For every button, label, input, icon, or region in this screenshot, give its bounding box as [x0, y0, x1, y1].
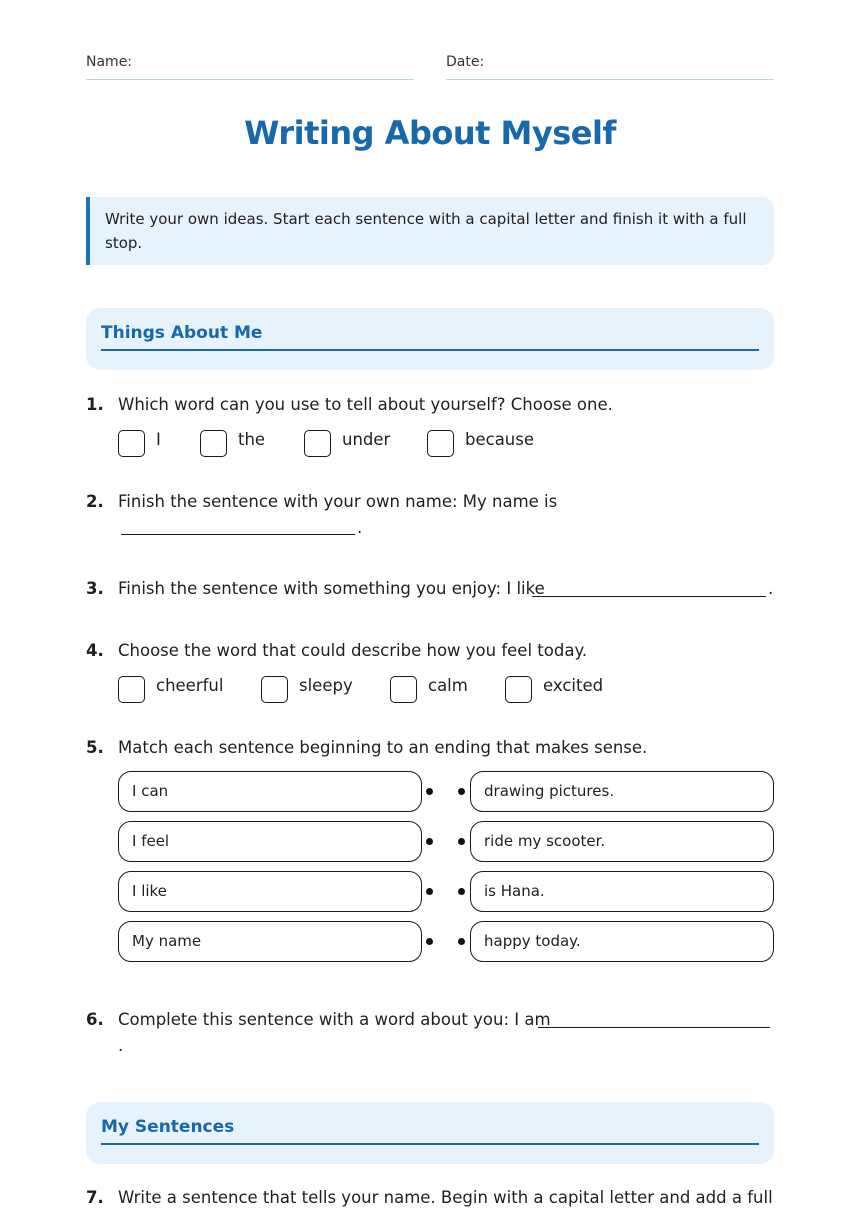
checkbox[interactable]	[505, 676, 532, 703]
question-4	[86, 641, 786, 711]
word-answer-line[interactable]	[538, 1010, 770, 1028]
option-label: calm	[428, 676, 468, 695]
checkbox[interactable]	[304, 430, 331, 457]
question-number: 7.	[86, 1188, 104, 1207]
option-label: the	[238, 430, 266, 449]
checkbox[interactable]	[118, 676, 145, 703]
section-title: My Sentences	[101, 1117, 759, 1145]
question-number: 6.	[86, 1010, 104, 1029]
match-dot-left[interactable]	[426, 838, 433, 845]
section-my-sentences	[86, 1102, 774, 1164]
checkbox[interactable]	[390, 676, 417, 703]
date-field[interactable]	[446, 54, 774, 80]
match-dot-left[interactable]	[426, 788, 433, 795]
option-label: under	[342, 430, 391, 449]
section-title: Things About Me	[101, 323, 759, 351]
question-5	[86, 738, 786, 968]
checkbox[interactable]	[200, 430, 227, 457]
match-left-3[interactable]: I like	[118, 871, 422, 912]
match-left-4[interactable]: My name	[118, 921, 422, 962]
enjoy-answer-line[interactable]	[532, 579, 766, 597]
question-6	[86, 1010, 786, 1060]
header-row	[86, 54, 774, 80]
checkbox[interactable]	[118, 430, 145, 457]
question-text: Match each sentence beginning to an ending that makes sense.	[118, 738, 648, 757]
match-right-3[interactable]: is Hana.	[470, 871, 774, 912]
date-label: Date:	[446, 54, 485, 70]
option-label: excited	[543, 676, 604, 695]
option-label: cheerful	[156, 676, 224, 695]
match-right-4[interactable]: happy today.	[470, 921, 774, 962]
match-dot-right[interactable]	[458, 888, 465, 895]
match-right-1[interactable]: drawing pictures.	[470, 771, 774, 812]
question-number: 5.	[86, 738, 104, 757]
page-title: Writing About Myself	[244, 114, 616, 152]
match-dot-right[interactable]	[458, 788, 465, 795]
question-text: Which word can you use to tell about yourself? Choose one.	[118, 395, 613, 414]
match-dot-right[interactable]	[458, 938, 465, 945]
instructions-box: Write your own ideas. Start each sentence with a capital letter and finish it with a full stop.	[86, 197, 774, 265]
option-label: sleepy	[299, 676, 353, 695]
full-stop: .	[118, 1036, 124, 1055]
option-label: I	[156, 430, 161, 449]
match-left-2[interactable]: I feel	[118, 821, 422, 862]
section-things-about-me	[86, 308, 774, 370]
checkbox[interactable]	[261, 676, 288, 703]
question-number: 3.	[86, 579, 104, 598]
match-dot-left[interactable]	[426, 888, 433, 895]
match-left-1[interactable]: I can	[118, 771, 422, 812]
full-stop: .	[768, 579, 774, 598]
name-label: Name:	[86, 54, 133, 70]
match-right-2[interactable]: ride my scooter.	[470, 821, 774, 862]
checkbox[interactable]	[427, 430, 454, 457]
question-7	[86, 1188, 786, 1214]
question-text: Finish the sentence with your own name: My name is	[118, 492, 558, 511]
question-text: Complete this sentence with a word about you: I am	[118, 1010, 551, 1029]
question-number: 2.	[86, 492, 104, 511]
question-text: Write a sentence that tells your name. Begin with a capital letter and add a full	[118, 1188, 773, 1207]
name-answer-line[interactable]	[121, 517, 355, 535]
match-dot-left[interactable]	[426, 938, 433, 945]
option-label: because	[465, 430, 535, 449]
question-3	[86, 579, 786, 605]
match-dot-right[interactable]	[458, 838, 465, 845]
question-text: Finish the sentence with something you enjoy: I like	[118, 579, 545, 598]
question-text: Choose the word that could describe how you feel today.	[118, 641, 588, 660]
name-field[interactable]	[86, 54, 414, 80]
question-number: 4.	[86, 641, 104, 660]
question-2	[86, 492, 786, 542]
question-number: 1.	[86, 395, 104, 414]
question-1	[86, 395, 786, 465]
full-stop: .	[357, 518, 363, 537]
